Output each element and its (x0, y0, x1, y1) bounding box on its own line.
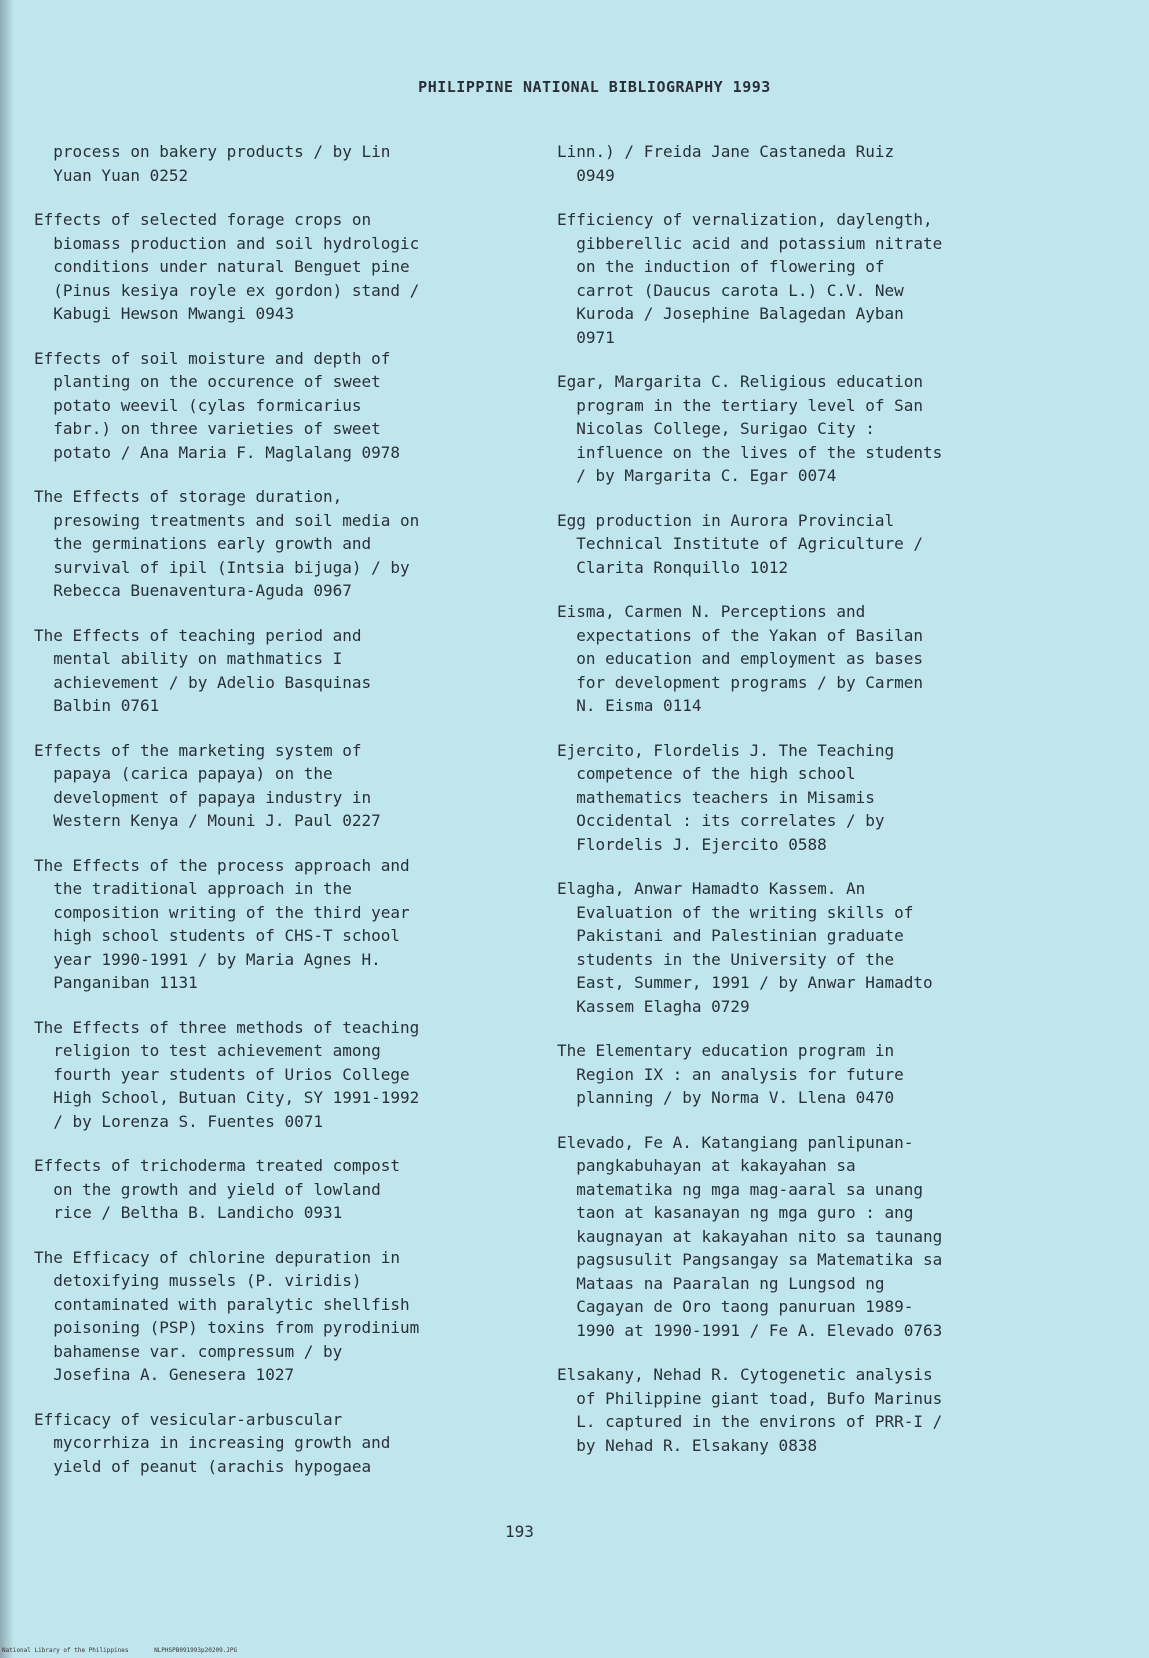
bibliography-entry: Elsakany, Nehad R. Cytogenetic analysis of Philippine giant toad, Bufo Marinus L. captured in the environs of PRR-I / by Nehad R. Elsakany 0838 (557, 1365, 943, 1455)
bibliography-entry: Effects of trichoderma treated compost on the growth and yield of lowland rice / Beltha B. Landicho 0931 (34, 1156, 401, 1222)
bibliography-entry: The Elementary education program in Region IX : an analysis for future planning / by Norma V. Llena 0470 (557, 1041, 904, 1107)
library-credit: National Library of the Philippines (2, 1647, 129, 1654)
bibliography-entry: Elagha, Anwar Hamadto Kassem. An Evaluation of the writing skills of Pakistani and Palestinian graduate students in the University of the East, Summer, 1991 / by Anwar Hamadto Kassem Elagha 0729 (557, 879, 933, 1016)
bibliography-entry: process on bakery products / by Lin Yuan Yuan 0252 (53, 142, 391, 185)
bibliography-entry: The Effects of teaching period and mental ability on mathmatics I achievement / by Adelio Basquinas Balbin 0761 (34, 625, 372, 715)
bibliography-entry: Ejercito, Flordelis J. The Teaching competence of the high school mathematics teachers in Misamis Occidental : its correlates / by Flordelis J. Ejercito 0588 (557, 740, 895, 854)
bibliography-entry: Egar, Margarita C. Religious education program in the tertiary level of San Nicolas College, Surigao City : influence on the lives of the students / by Margarita C. Egar 0074 (557, 372, 943, 485)
bibliography-entry: Efficiency of vernalization, daylength, gibberellic acid and potassium nitrate on the induction of flowering of carrot (Daucus carota L.) C.V. New Kuroda / Josephine Balagedan Ayban 0971 (557, 210, 943, 347)
bibliography-entry: Effects of the marketing system of papaya (carica papaya) on the development of papaya industry in Western Kenya / Mouni J. Paul 0227 (34, 740, 381, 830)
page-number: 193 (505, 1522, 534, 1541)
page-header: PHILIPPINE NATIONAL BIBLIOGRAPHY 1993 (418, 78, 771, 96)
scan-filename: NLPHSPB091993p20209.JPG (154, 1647, 238, 1654)
bibliography-entry: Linn.) / Freida Jane Castaneda Ruiz 0949 (557, 142, 895, 185)
bibliography-entry: Egg production in Aurora Provincial Technical Institute of Agriculture / Clarita Ronquillo 1012 (557, 510, 924, 577)
bibliography-entry: Efficacy of vesicular-arbuscular mycorrhiza in increasing growth and yield of peanut (arachis hypogaea (34, 1409, 391, 1476)
bibliography-entry: The Effects of storage duration, presowing treatments and soil media on the germinations early growth and survival of ipil (Intsia bijuga) / by Rebecca Buenaventura-Aguda 0967 (34, 487, 420, 600)
bibliography-entry: Elevado, Fe A. Katangiang panlipunan- pangkabuhayan at kakayahan sa matematika ng mga mag-aaral sa unang taon at kasanayan ng mga guro : ang kaugnayan at kakayahan nito sa taunang pagsusulit Pangsangay sa Matematika sa Mataas na Paaralan ng Lungsod ng Cagayan de Oro taong panuruan 1989- 1990 at 1990-1991 / Fe A. Elevado 0763 (557, 1132, 943, 1340)
bibliography-entry: Eisma, Carmen N. Perceptions and expectations of the Yakan of Basilan on education and employment as bases for development programs / by Carmen N. Eisma 0114 (557, 602, 924, 715)
page-edge-shadow (0, 0, 14, 1658)
bibliography-entry: The Efficacy of chlorine depuration in detoxifying mussels (P. viridis) contaminated with paralytic shellfish poisoning (PSP) toxins from pyrodinium bahamense var. compressum / by Josefina A. Genesera 1027 (34, 1247, 420, 1384)
bibliography-entry: The Effects of three methods of teaching religion to test achievement among fourth year students of Urios College High School, Butuan City, SY 1991-1992 / by Lorenza S. Fuentes 0071 (34, 1017, 420, 1131)
bibliography-entry: The Effects of the process approach and the traditional approach in the composition writing of the third year high school students of CHS-T school year 1990-1991 / by Maria Agnes H. Panganiban 1131 (34, 855, 410, 992)
scan-footer (2, 1647, 259, 1654)
bibliography-entry: Effects of soil moisture and depth of planting on the occurence of sweet potato weevil (cylas formicarius fabr.) on three varieties of sweet potato / Ana Maria F. Maglalang 0978 (34, 348, 401, 462)
bibliography-entry: Effects of selected forage crops on biomass production and soil hydrologic conditions under natural Benguet pine (Pinus kesiya royle ex gordon) stand / Kabugi Hewson Mwangi 0943 (34, 210, 420, 323)
left-column (34, 140, 534, 1499)
right-column (557, 140, 1057, 1478)
